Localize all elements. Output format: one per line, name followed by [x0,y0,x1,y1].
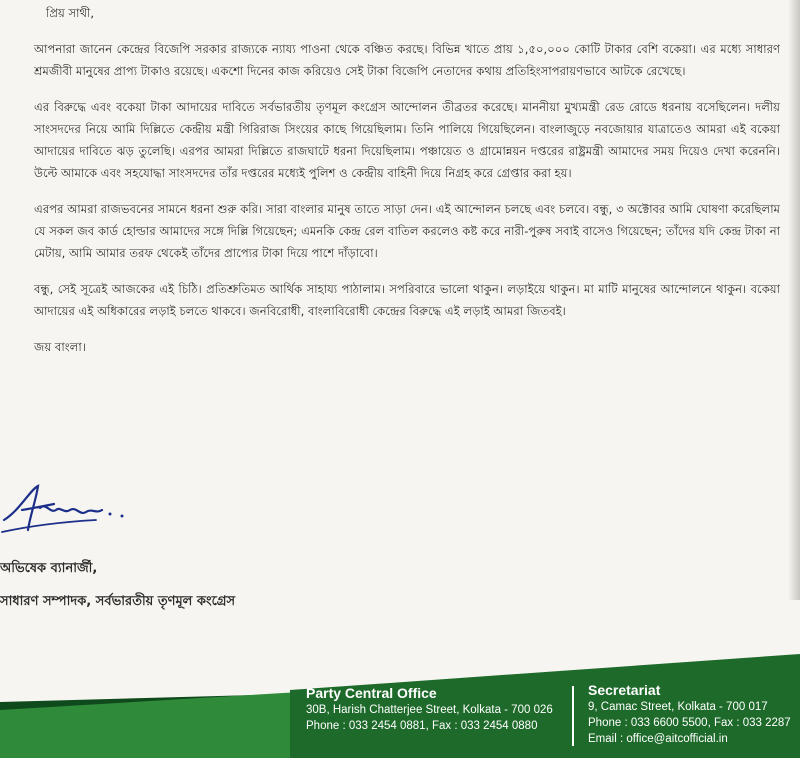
letter-closing: জয় বাংলা। [34,340,86,354]
letter-paragraph-2: এর বিরুদ্ধে এবং বকেয়া টাকা আদায়ের দাবিতে সর্বভারতীয় তৃণমূল কংগ্রেস আন্দোলন তীব্রতর করেছে। মাননীয়া মুখ্যমন্ত্রী রেড রোডে ধরনায় বসেছিলেন। দলীয় সাংসদদের নিয়ে আমি দিল্লিতে কেন্দ্রীয় মন্ত্রী গিরিরাজ সিংয়ের কাছে গিয়েছিলাম। তিনি পালিয়ে গিয়েছিলেন। বাংলাজুড়ে নবজোয়ার যাত্রাতেও আমরা এই বকেয়া আদায়ের দাবিতে ঝড় তুলেছি। এরপর আমরা দিল্লিতে রাজঘাটে ধরনা দিয়েছিলাম। পঞ্চায়েত ও গ্রামোন্নয়ন দপ্তরের রাষ্ট্রমন্ত্রী আমাদের সময় দিয়েও দেখা করেননি। উল্টে আমাকে এবং সহযোদ্ধা সাংসদদের তাঁর দপ্তরের মধ্যেই পুলিশ ও কেন্দ্রীয় বাহিনী দিয়ে নিগ্রহ করে গ্রেপ্তার করা হয়। [34,100,780,180]
footer-divider [572,686,574,746]
sender-title: সাধারণ সম্পাদক, সর্বভারতীয় তৃণমূল কংগ্রেস [0,594,236,609]
central-office-address: 30B, Harish Chatterjee Street, Kolkata - 700 026 [306,704,553,716]
letter-body [34,2,780,358]
handwritten-signature [0,480,140,542]
sender-name: অভিষেক ব্যানার্জী, [0,561,98,576]
central-office-block [306,684,553,734]
secretariat-title: Secretariat [588,682,661,698]
secretariat-email: Email : office@aitcofficial.in [588,733,728,745]
central-office-phone: Phone : 033 2454 0881, Fax : 033 2454 0880 [306,720,538,732]
letter-paragraph-4: বন্ধু, সেই সূত্রেই আজকের এই চিঠি। প্রতিশ্রুতিমত আর্থিক সাহায্য পাঠালাম। সপরিবারে ভালো থাকুন। লড়াইয়ে থাকুন। মা মাটি মানুষের আন্দোলনে থাকুন। বকেয়া আদায়ের এই অধিকারের লড়াই চলতে থাকবে। জনবিরোধী, বাংলাবিরোধী কেন্দ্রের বিরুদ্ধে এই লড়াই আমরা জিতবই। [34,282,780,318]
letter-paragraph-1: আপনারা জানেন কেন্দ্রের বিজেপি সরকার রাজ্যকে ন্যায্য পাওনা থেকে বঞ্চিত করছে। বিভিন্ন খাতে প্রায় ১,৫০,০০০ কোটি টাকার বেশি বকেয়া। এর মধ্যে সাধারণ শ্রমজীবী মানুষের প্রাপ্য টাকাও রয়েছে। একশো দিনের কাজ করিয়েও সেই টাকা বিজেপি নেতাদের কথায় প্রতিহিংসাপরায়ণভাবে আটকে রেখেছে। [34,42,780,78]
central-office-title: Party Central Office [306,685,437,701]
secretariat-block [588,681,791,747]
page-edge-shadow [788,0,800,600]
letter-greeting: প্রিয় সাথী, [46,6,95,20]
secretariat-phone: Phone : 033 6600 5500, Fax : 033 2287 [588,717,791,729]
letter-paragraph-3: এরপর আমরা রাজভবনের সামনে ধরনা শুরু করি। সারা বাংলার মানুষ তাতে সাড়া দেন। এই আন্দোলন চলছে এবং চলবে। বন্ধু, ৩ অক্টোবর আমি ঘোষণা করেছিলাম যে সকল জব কার্ড হোল্ডার আমাদের সঙ্গে দিল্লি গিয়েছেন; এমনকি কেন্দ্র রেল বাতিল করলেও কষ্ট করে নারী-পুরুষ সবাই বাসেও গিয়েছেন; তাঁদের যদি কেন্দ্র টাকা না মেটায়, আমি আমার তরফ থেকেই তাঁদের প্রাপ্যের টাকা দিয়ে পাশে দাঁড়াবো। [34,202,780,260]
secretariat-address: 9, Camac Street, Kolkata - 700 017 [588,701,768,713]
